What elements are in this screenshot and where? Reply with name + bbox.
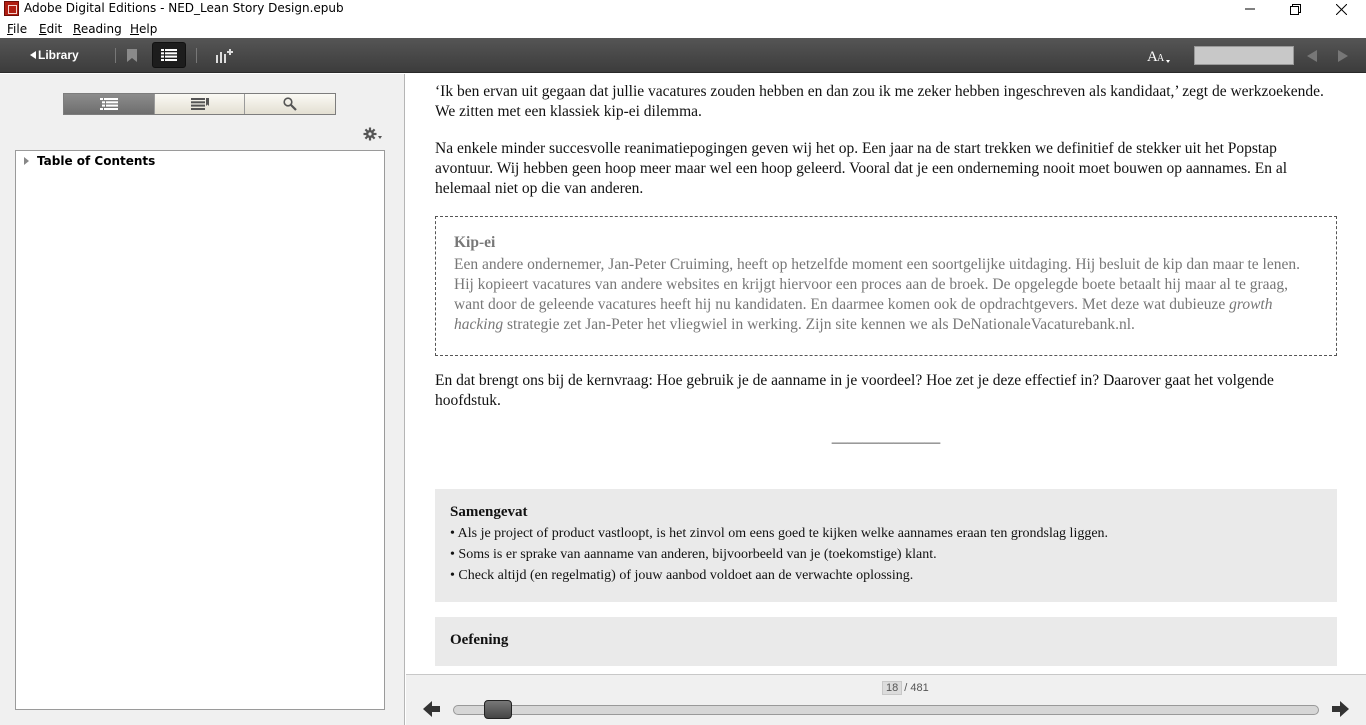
toc-item-label: Table of Contents <box>37 154 156 168</box>
summary-box <box>435 489 1337 602</box>
previous-page-button[interactable] <box>423 700 441 721</box>
svg-text:A: A <box>1157 53 1165 64</box>
minimize-button[interactable] <box>1227 0 1273 18</box>
menu-bar <box>0 20 1366 38</box>
close-icon <box>1336 4 1347 15</box>
book-paragraph: ‘Ik ben ervan uit gegaan dat jullie vacatures zouden hebben en dan zou ik me zeker hebben ingeschreven als kandidaat,’ zegt de werkzoekende. We zitten met een klassiek kip-ei dilemma. <box>435 83 1324 120</box>
current-page-field[interactable]: 18 <box>882 681 902 695</box>
next-page-button[interactable] <box>1331 700 1349 721</box>
bookmark-icon <box>127 49 137 62</box>
next-result-button[interactable] <box>1335 47 1351 64</box>
search-icon <box>283 97 297 111</box>
chart-add-icon <box>215 49 233 63</box>
triangle-left-icon <box>1307 50 1317 62</box>
list-icon <box>161 49 177 61</box>
tab-bookmarks[interactable] <box>155 94 246 114</box>
close-button[interactable] <box>1318 0 1364 18</box>
svg-text:A: A <box>1147 49 1158 65</box>
exercise-box <box>435 617 1337 666</box>
toolbar-divider <box>115 48 116 63</box>
book-content <box>435 74 1337 666</box>
search-input[interactable] <box>1194 46 1294 65</box>
callout-text <box>454 255 1318 335</box>
page-slider-track[interactable] <box>453 705 1319 715</box>
library-button[interactable] <box>30 48 79 62</box>
summary-bullet: • Check altijd (en regelmatig) of jouw aanbod voldoet aan de verwachte oplossing. <box>450 568 914 583</box>
page-counter <box>882 681 929 695</box>
book-paragraph: Na enkele minder succesvolle reanimatiepogingen geven wij het op. Een jaar na de start trekken we definitief de stekker uit het Popstap avontuur. Wij hebben geen hoop meer maar wel een hoop geleerd. Vooral dat je een onderneming nooit moet bouwen op aannames. En al helemaal niet op die van anderen. <box>435 140 1288 197</box>
book-paragraph: En dat brengt ons bij de kernvraag: Hoe gebruik je de aanname in je voordeel? Hoe zet je deze effectief in? Daarover gaat het volgende hoofdstuk. <box>435 372 1274 409</box>
font-size-button[interactable] <box>1146 46 1174 66</box>
section-separator: ——————— <box>831 434 941 451</box>
restore-icon <box>1290 4 1301 15</box>
bookmarks-icon <box>191 98 209 110</box>
restore-button[interactable] <box>1272 0 1318 18</box>
callout-text-part: strategie zet Jan-Peter het vliegwiel in werking. Zijn site kennen we als DeNationaleVacaturebank.nl. <box>503 316 1135 333</box>
add-to-shelf-button[interactable] <box>214 47 234 64</box>
menu-help[interactable]: Help <box>130 22 158 36</box>
callout-box <box>435 216 1337 356</box>
toc-item[interactable] <box>24 154 155 168</box>
callout-text-part: Een andere ondernemer, Jan-Peter Cruiming, heeft op hetzelfde moment een soortgelijke uitdaging. Hij besluit de kip dan maar te lenen. Hij kopieert vacatures van andere websites en krijgt hiervoor een proces aan de broek. De opgelegde boete betaalt hij maar al te graag, want door de geleende vacatures heeft hij nu kandidaten. En daarmee komen ook de opdrachtgevers. Met deze wat dubieuze <box>454 256 1300 313</box>
menu-file[interactable]: File <box>7 22 28 36</box>
font-size-icon <box>1147 47 1173 65</box>
callout-italic-term: growth hacking <box>454 296 1273 333</box>
sidebar-view-switcher <box>63 93 336 115</box>
toolbar-divider <box>196 48 197 63</box>
callout-title: Kip-ei <box>454 234 496 251</box>
expand-triangle-icon[interactable] <box>24 157 29 165</box>
summary-bullet: • Soms is er sprake van aanname van anderen, bijvoorbeeld van je (toekomstige) klant. <box>450 547 937 562</box>
page-slider-thumb[interactable] <box>484 700 512 719</box>
tab-search[interactable] <box>245 94 335 114</box>
tab-toc[interactable] <box>64 94 155 114</box>
title-bar <box>0 0 1366 18</box>
toc-icon <box>100 98 118 110</box>
app-logo-icon <box>4 1 19 16</box>
total-pages: / 481 <box>904 682 929 694</box>
page-navigation-bar <box>406 674 1366 725</box>
settings-button[interactable] <box>363 127 383 144</box>
toc-view-button[interactable] <box>152 42 186 68</box>
menu-reading[interactable]: Reading <box>73 22 122 36</box>
library-label: Library <box>38 48 79 62</box>
summary-bullet: • Als je project of product vastloopt, is het zinvol om eens goed te kijken welke aannames eraan ten grondslag liggen. <box>450 526 1109 541</box>
sidebar-panel <box>0 74 405 725</box>
toolbar <box>0 38 1366 73</box>
bookmark-button[interactable] <box>125 47 139 64</box>
book-reading-pane <box>406 74 1366 666</box>
exercise-title: Oefening <box>450 632 509 648</box>
toc-tree <box>15 150 385 710</box>
arrow-left-icon <box>423 700 441 718</box>
gear-icon <box>363 127 383 141</box>
arrow-right-icon <box>1331 700 1349 718</box>
window-title: Adobe Digital Editions - NED_Lean Story Design.epub <box>24 1 344 15</box>
minimize-icon <box>1245 4 1255 14</box>
back-arrow-icon <box>30 51 36 59</box>
triangle-right-icon <box>1338 50 1348 62</box>
menu-edit[interactable]: Edit <box>39 22 63 36</box>
prev-result-button[interactable] <box>1304 47 1320 64</box>
summary-title: Samengevat <box>450 504 528 520</box>
